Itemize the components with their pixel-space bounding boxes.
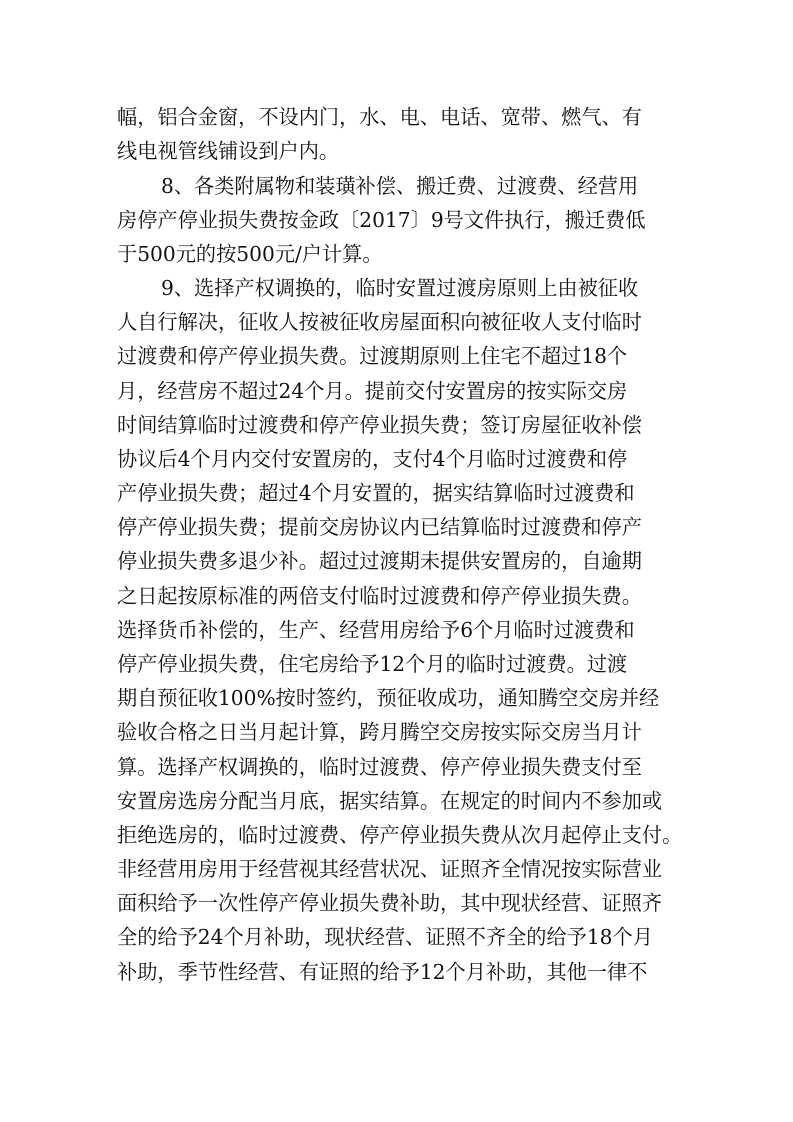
text-line: 房停产停业损失费按金政〔2017〕9号文件执行，搬迁费低 [117,208,646,232]
text-line: 停产停业损失费；提前交房协议内已结算临时过渡费和停产 [117,515,642,539]
text-line: 8、各类附属物和装璜补偿、搬迁费、过渡费、经营用 [161,174,639,198]
text-line: 非经营用房用于经营视其经营状况、证照齐全情况按实际营业 [117,857,663,881]
text-line: 面积给予一次性停产停业损失费补助，其中现状经营、证照齐 [117,891,663,915]
text-line: 全的给予24个月补助，现状经营、证照不齐全的给予18个月 [117,925,653,949]
text-line: 月，经营房不超过24个月。提前交付安置房的按实际交房 [117,379,628,403]
text-line: 人自行解决，征收人按被征收房屋面积向被征收人支付临时 [117,310,642,334]
text-line: 于500元的按500元/户计算。 [117,242,383,266]
text-line: 协议后4个月内交付安置房的，支付4个月临时过渡费和停 [117,447,628,471]
text-line: 线电视管线铺设到户内。 [117,139,340,163]
text-line: 安置房选房分配当月底，据实结算。在规定的时间内不参加或 [117,789,663,813]
text-line: 期自预征收100%按时签约，预征收成功，通知腾空交房并经 [117,686,660,710]
text-line: 产停业损失费；超过4个月安置的，据实结算临时过渡费和 [117,481,635,505]
text-line: 之日起按原标准的两倍支付临时过渡费和停产停业损失费。 [117,584,642,608]
text-line: 时间结算临时过渡费和停产停业损失费；签订房屋征收补偿 [117,413,642,437]
text-line: 选择货币补偿的，生产、经营用房给予6个月临时过渡费和 [117,618,635,642]
text-line: 过渡费和停产停业损失费。过渡期原则上住宅不超过18个 [117,344,628,368]
text-line: 拒绝选房的，临时过渡费、停产停业损失费从次月起停止支付。 [117,823,683,847]
text-line: 验收合格之日当月起计算，跨月腾空交房按实际交房当月计 [117,720,642,744]
text-line: 停业损失费多退少补。超过过渡期未提供安置房的，自逾期 [117,549,642,573]
text-line: 9、选择产权调换的，临时安置过渡房原则上由被征收 [161,276,639,300]
text-line: 补助，季节性经营、有证照的给予12个月补助，其他一律不 [117,960,648,984]
text-line: 幅，铝合金窗，不设内门，水、电、电话、宽带、燃气、有 [117,105,642,129]
text-line: 算。选择产权调换的，临时过渡费、停产停业损失费支付至 [117,755,642,779]
text-line: 停产停业损失费，住宅房给予12个月的临时过渡费。过渡 [117,652,628,676]
